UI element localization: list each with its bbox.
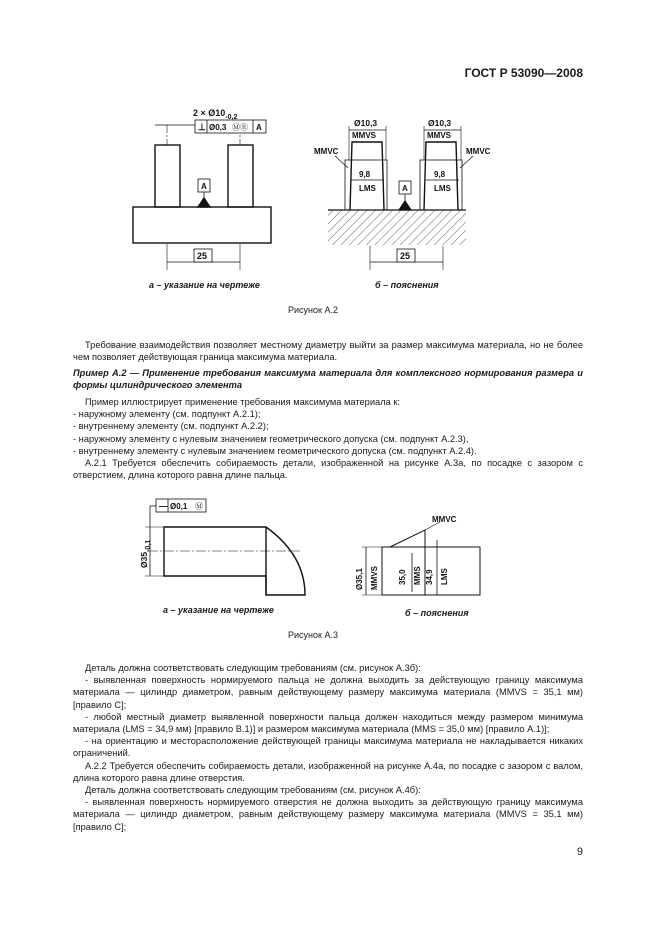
req-item: - выявленная поверхность нормируемого отверстия не должна выходить за действующую границу максимума материала — цилиндр диаметром, равным действующему размеру максимума материала (MMVS = 35,1 мм) [правило С]; — [73, 797, 583, 832]
a3-right-in-label: LMS — [440, 568, 449, 585]
list-item: - внутреннему элементу (см. подпункт А.2.2); — [73, 421, 269, 432]
req-item: - выявленная поверхность нормируемого пальца не должна выходить за действующую границу максимума материала — цилиндр диаметром, равным действующему размеру максимума материала (MMVS = 35,1 мм) [правило С]; — [73, 675, 583, 710]
figure-a3 — [0, 490, 661, 640]
a2-right-mmvs-left: MMVS — [352, 131, 376, 140]
page-number: 9 — [576, 846, 583, 858]
a3-left-fcf-value: Ø0,1 — [170, 502, 188, 511]
a3-left-caption: а – указание на чертеже — [163, 605, 274, 615]
list-item: - наружному элементу (см. подпункт А.2.1); — [73, 409, 261, 420]
list-item: - внутреннему элементу с нулевым значением геометрического допуска (см. подпункт А.2.4). — [73, 445, 477, 456]
a2-right-mmvs-right: MMVS — [427, 131, 451, 140]
a2-left-tol-top: $2 \times Ø10_{-0,2}$ — [193, 108, 238, 121]
a2-left-datum: A — [201, 182, 207, 191]
a3-right-in-val: 34,9 — [425, 569, 434, 585]
a2-right-val-left: 9,8 — [359, 170, 371, 179]
example-a2-heading: Пример А.2 — Применение требования максимума материала для комплексного нормирования размера и формы цилиндрического элемента — [73, 368, 583, 391]
list-block — [73, 396, 583, 481]
a2-right-mmvc-left: MMVC — [314, 147, 339, 156]
req-item: - любой местный диаметр выявленной поверхности пальца должен находиться между размером минимума материала (LMS = 34,9 мм) [правило В.1)] и размером максимума материала (MMS = 35,0 мм) [правило А.1)]; — [73, 711, 583, 735]
figure-a3-left — [145, 499, 305, 595]
a3-left-fcf-mod: Ⓜ — [195, 502, 203, 511]
a3-left-dim: $Ø35_{-0,1}$ — [139, 539, 152, 568]
req-item: - на ориентацию и месторасположение действующей границы максимума материала не накладывается никаких ограничений. — [73, 736, 583, 759]
a3-left-fcf-symbol: — — [159, 501, 168, 511]
a2-right-val-right: 9,8 — [434, 170, 446, 179]
paragraph-a22: А.2.2 Требуется обеспечить собираемость детали, изображенной на рисунке А.4а, по посадке с зазором с валом, длина которого равна длине отверстия. — [73, 760, 583, 783]
a2-left-fcf-mods: ⓂⓇ — [232, 123, 248, 132]
figure-a2-left — [133, 120, 271, 270]
list-intro: Пример иллюстрирует применение требования максимума материала к: — [85, 397, 401, 407]
a3-right-outer-label: MMVS — [370, 566, 379, 590]
a2-right-lms-left: LMS — [359, 184, 376, 193]
req-intro: Деталь должна соответствовать следующим требованиям (см. рисунок А.3б): — [85, 663, 421, 673]
figure-a2 — [0, 95, 661, 310]
a3-right-outer: Ø35,1 — [355, 568, 364, 590]
document-header: ГОСТ Р 53090—2008 — [464, 66, 583, 80]
a2-left-dim: 25 — [197, 251, 208, 261]
list-item: - наружному элементу с нулевым значением геометрического допуска (см. подпункт А.2.3), — [73, 433, 469, 444]
requirements-block — [73, 662, 583, 833]
a2-left-fcf-datum: A — [256, 123, 262, 132]
paragraph-interaction: Требование взаимодействия позволяет местному диаметру выйти за размер максимума материала, но не более чем позволяет действующая граница максимума материала. — [73, 340, 583, 363]
figure-a2-title: Рисунок А.2 — [288, 305, 338, 315]
a2-left-fcf-value: Ø0,3 — [209, 123, 227, 132]
a2-left-caption: а – указание на чертеже — [149, 280, 260, 290]
figure-a2-right — [328, 126, 473, 270]
paragraph-a21: А.2.1 Требуется обеспечить собираемость детали, изображенной на рисунке А.3а, по посадке с зазором с отверстием, длина которого равна длине пальца. — [73, 458, 583, 481]
a2-right-lms-right: LMS — [434, 184, 451, 193]
a3-right-caption: б – пояснения — [405, 608, 469, 618]
a2-right-datum: A — [402, 184, 408, 193]
req-intro-2: Деталь должна соответствовать следующим требованиям (см. рисунок А.4б): — [85, 785, 421, 796]
a2-right-dia-left: Ø10,3 — [354, 118, 378, 128]
a2-right-caption: б – пояснения — [375, 280, 439, 290]
a2-right-mmvc-right: MMVC — [466, 147, 491, 156]
a2-right-dim: 25 — [400, 251, 411, 261]
a2-left-fcf-symbol: ⊥ — [198, 122, 206, 132]
figure-a3-title: Рисунок А.3 — [288, 630, 338, 640]
a3-right-mmvc: MMVC — [432, 515, 457, 524]
a3-right-mid-val: 35,0 — [398, 569, 407, 585]
a3-right-mid-label: MMS — [413, 566, 422, 585]
a2-right-dia-right: Ø10,3 — [428, 118, 452, 128]
